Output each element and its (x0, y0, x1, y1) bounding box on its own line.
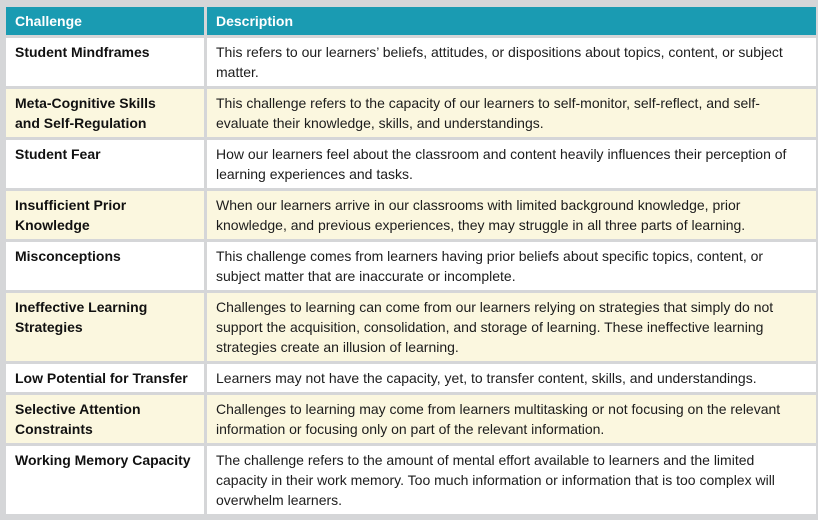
challenge-cell: Misconceptions (6, 242, 204, 290)
table-row (6, 364, 816, 392)
table-row (6, 242, 816, 290)
table-row (6, 89, 816, 137)
description-cell: Challenges to learning may come from learners multitasking or not focusing on the relevant information or focusing only on part of the relevant information. (207, 395, 816, 443)
challenge-cell: Meta-Cognitive Skills and Self-Regulation (6, 89, 204, 137)
table-row (6, 38, 816, 86)
challenge-cell: Student Mindframes (6, 38, 204, 86)
description-cell: This challenge comes from learners having prior beliefs about specific topics, content, or subject matter that are inaccurate or incomplete. (207, 242, 816, 290)
challenge-cell: Low Potential for Transfer (6, 364, 204, 392)
table-row (6, 293, 816, 361)
challenge-cell: Working Memory Capacity (6, 446, 204, 514)
description-cell: Learners may not have the capacity, yet, to transfer content, skills, and understandings. (207, 364, 816, 392)
description-cell: This refers to our learners’ beliefs, attitudes, or dispositions about topics, content, or subject matter. (207, 38, 816, 86)
challenge-cell: Ineffective Learning Strategies (6, 293, 204, 361)
description-cell: How our learners feel about the classroom and content heavily influences their perception of learning experiences and tasks. (207, 140, 816, 188)
challenge-cell: Insufficient Prior Knowledge (6, 191, 204, 239)
description-cell: This challenge refers to the capacity of our learners to self-monitor, self-reflect, and self-evaluate their knowledge, skills, and understandings. (207, 89, 816, 137)
table-row (6, 191, 816, 239)
description-cell: The challenge refers to the amount of mental effort available to learners and the limited capacity in their work memory. Too much information or information that is too complex will overwhelm learners. (207, 446, 816, 514)
description-cell: When our learners arrive in our classrooms with limited background knowledge, prior knowledge, and previous experiences, they may struggle in all three parts of learning. (207, 191, 816, 239)
challenges-table (3, 4, 819, 517)
table-row (6, 446, 816, 514)
table-header-row (6, 7, 816, 35)
header-challenge: Challenge (6, 7, 204, 35)
description-cell: Challenges to learning can come from our learners relying on strategies that simply do not support the acquisition, consolidation, and storage of learning. These ineffective learning strategies create an illusion of learning. (207, 293, 816, 361)
challenge-cell: Student Fear (6, 140, 204, 188)
table-row (6, 395, 816, 443)
table-row (6, 140, 816, 188)
challenge-cell: Selective Attention Constraints (6, 395, 204, 443)
header-description: Description (207, 7, 816, 35)
